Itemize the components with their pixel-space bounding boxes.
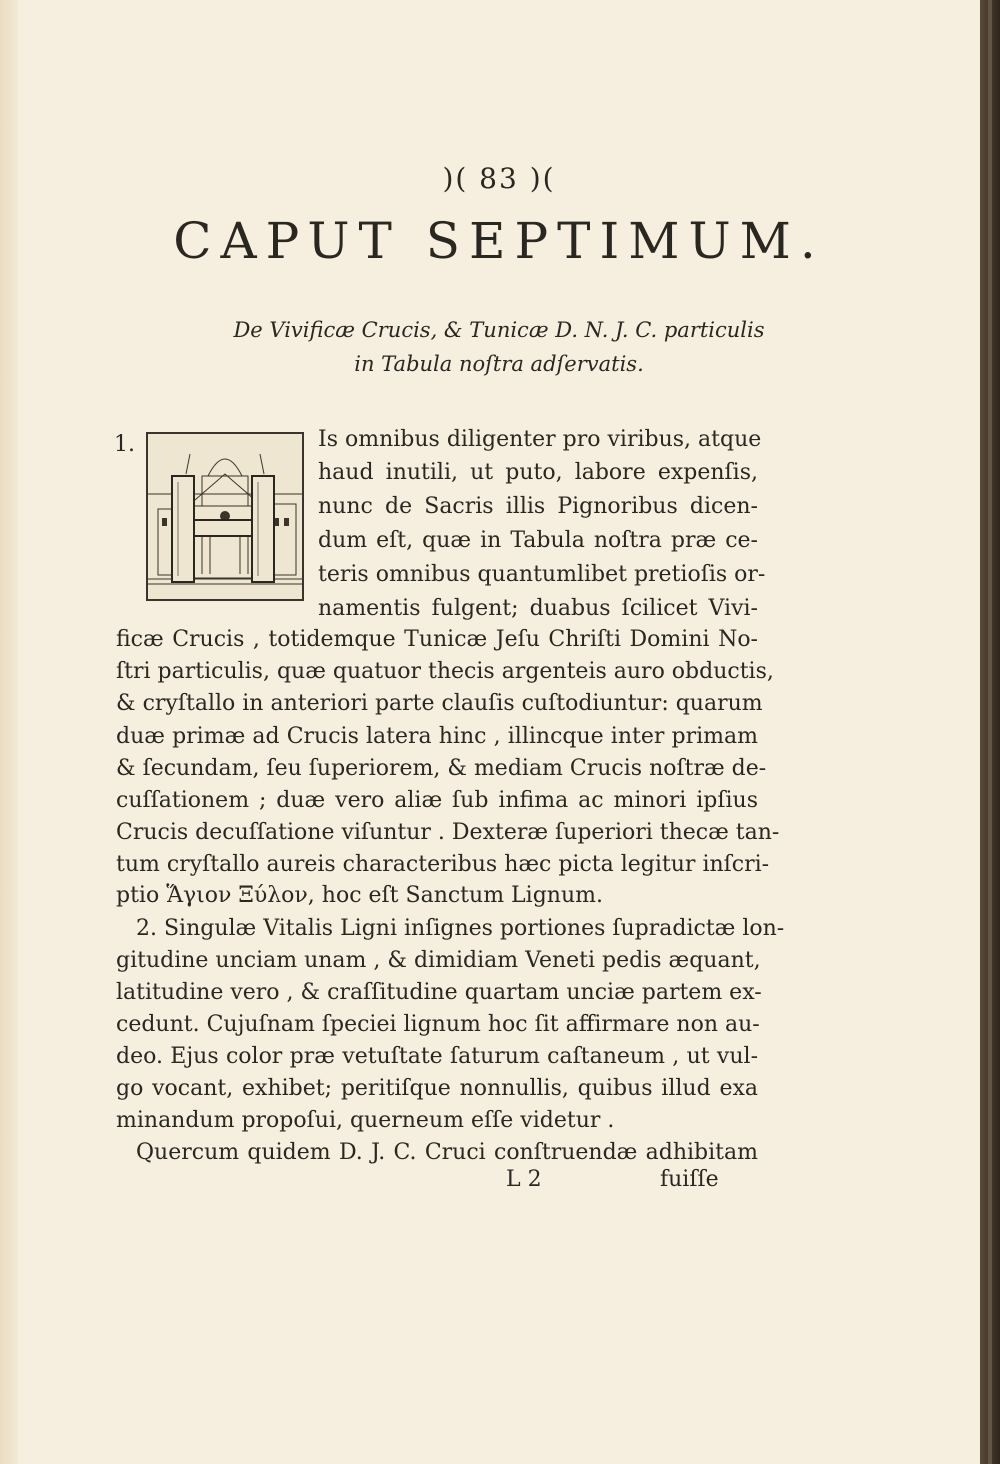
text-line: teris omnibus quantumlibet pretioſis or- bbox=[318, 562, 766, 587]
building-engraving-icon bbox=[148, 434, 302, 599]
text-line: Is omnibus diligenter pro viribus, atque bbox=[318, 427, 762, 452]
text-line: nunc de Sacris illis Pignoribus dicen- bbox=[318, 494, 758, 519]
text-line: ptio Ἅγιον Ξύλον, hoc eſt Sanctum Lignum. bbox=[116, 883, 603, 908]
text-line: gitudine unciam unam , & dimidiam Veneti pedis æquant, bbox=[116, 948, 761, 973]
text-line: namentis fulgent; duabus ſcilicet Vivi- bbox=[318, 596, 758, 621]
chapter-subtitle-line-1: De Vivificæ Crucis, & Tunicæ D. N. J. C. particulis bbox=[233, 318, 765, 342]
book-page bbox=[18, 0, 980, 1464]
signature-mark: L 2 bbox=[506, 1167, 542, 1192]
text-line: ſtri particulis, quæ quatuor thecis argenteis auro obductis, bbox=[116, 659, 774, 684]
text-line: cedunt. Cujuſnam ſpeciei lignum hoc ſit affirmare non au- bbox=[116, 1012, 760, 1037]
page-number: )( 83 )( bbox=[442, 162, 556, 195]
catchword: fuiſſe bbox=[660, 1167, 719, 1192]
section-number-1: 1. bbox=[114, 432, 135, 457]
chapter-title: CAPUT SEPTIMUM. bbox=[173, 212, 825, 270]
text-line: go vocant, exhibet; peritiſque nonnullis, quibus illud exa bbox=[116, 1076, 758, 1101]
decorated-initial bbox=[146, 432, 304, 601]
left-page-edge bbox=[0, 0, 19, 1464]
text-line: 2. Singulæ Vitalis Ligni inſignes portiones ſupradictæ lon- bbox=[136, 916, 785, 941]
text-line: Quercum quidem D. J. C. Cruci conſtruendæ adhibitam bbox=[136, 1140, 758, 1165]
text-line: duæ primæ ad Crucis latera hinc , illincque inter primam bbox=[116, 724, 758, 749]
chapter-subtitle-line-2: in Tabula noſtra adſervatis. bbox=[354, 352, 644, 376]
text-line: Crucis decuſſatione viſuntur . Dexteræ ſuperiori thecæ tan- bbox=[116, 820, 780, 845]
text-line: & ſecundam, ſeu ſuperiorem, & mediam Crucis noſtræ de- bbox=[116, 756, 767, 781]
text-line: haud inutili, ut puto, labore expenſis, bbox=[318, 460, 758, 485]
text-line: & cryſtallo in anteriori parte clauſis cuſtodiuntur: quarum bbox=[116, 691, 763, 716]
text-line: ficæ Crucis , totidemque Tunicæ Jeſu Chriſti Domini No- bbox=[116, 627, 758, 652]
text-line: tum cryſtallo aureis characteribus hæc picta legitur inſcri- bbox=[116, 852, 770, 877]
text-line: deo. Ejus color præ vetuſtate ſaturum caſtaneum , ut vul- bbox=[116, 1044, 758, 1069]
text-line: dum eſt, quæ in Tabula noſtra præ ce- bbox=[318, 528, 758, 553]
text-line: minandum propoſui, querneum eſſe videtur . bbox=[116, 1108, 615, 1133]
text-line: cuſſationem ; duæ vero aliæ ſub infima ac minori ipſius bbox=[116, 788, 758, 813]
text-line: latitudine vero , & craſſitudine quartam unciæ partem ex- bbox=[116, 980, 762, 1005]
binding-stripe bbox=[988, 0, 992, 1464]
